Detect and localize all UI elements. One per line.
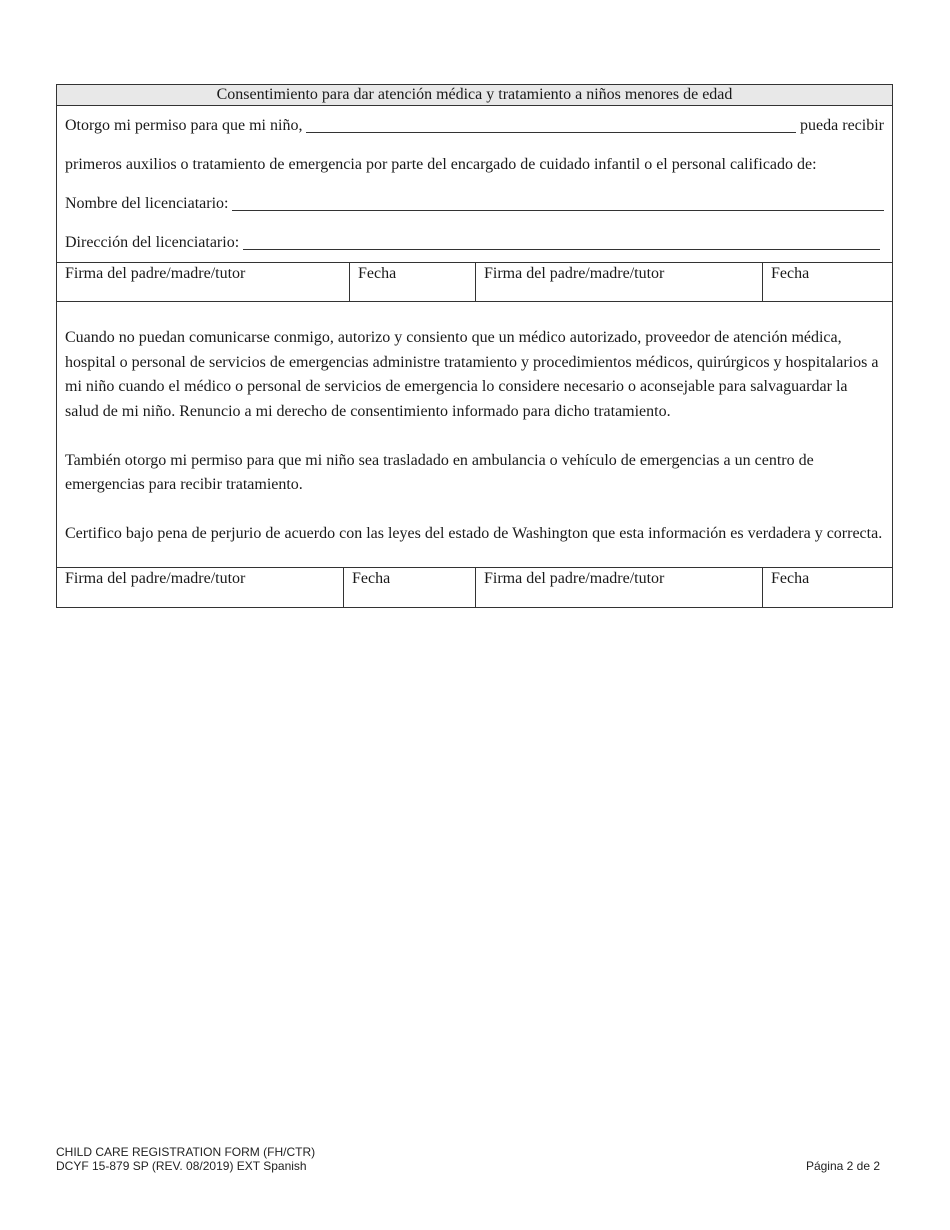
- signature-field-4[interactable]: Firma del padre/madre/tutor: [475, 568, 762, 607]
- footer-form-number: DCYF 15-879 SP (REV. 08/2019) EXT Spanish: [56, 1159, 307, 1173]
- signature-field-1[interactable]: Firma del padre/madre/tutor: [65, 265, 246, 282]
- licensee-name-label: Nombre del licenciatario:: [65, 194, 229, 212]
- footer-page-number: Página 2 de 2: [805, 1159, 880, 1173]
- date-field-3[interactable]: Fecha: [343, 568, 475, 607]
- transport-paragraph: También otorgo mi permiso para que mi niño sea trasladado en ambulancia o vehículo de emergencias a un centro de emergencias para recibir tratamiento.: [65, 451, 814, 493]
- authorization-paragraph: Cuando no puedan comunicarse conmigo, autorizo y consiento que un médico autorizado, proveedor de atención médica, hospital o personal de servicios de emergencias administre tratamiento y procedimientos médicos, quirúrgicos y hospitalarios a mi niño cuando el médico o personal de servicios de emergencia lo considere necesario o aconsejable para salvaguardar la salud de mi niño. Renuncio a mi derecho de consentimiento informado para dicho tratamiento.: [65, 329, 879, 420]
- signature-row-1: [57, 262, 892, 301]
- date-field-1[interactable]: Fecha: [349, 263, 475, 301]
- consent-form: [56, 84, 893, 608]
- footer-form-title: CHILD CARE REGISTRATION FORM (FH/CTR): [56, 1145, 316, 1159]
- licensee-address-label: Dirección del licenciatario:: [65, 233, 240, 251]
- consent-statement: primeros auxilios o tratamiento de emergencia por parte del encargado de cuidado infantil o el personal calificado de:: [65, 155, 817, 173]
- child-name-line: [65, 106, 884, 145]
- consent-statement-line: [65, 145, 884, 184]
- child-name-label: Otorgo mi permiso para que mi niño,: [65, 116, 303, 134]
- fill-section: [57, 106, 892, 262]
- certification-paragraph: Certifico bajo pena de perjurio de acuerdo con las leyes del estado de Washington que esta información es verdadera y correcta.: [65, 525, 883, 542]
- signature-field-3[interactable]: Firma del padre/madre/tutor: [65, 569, 246, 587]
- child-name-suffix: pueda recibir: [800, 116, 884, 134]
- licensee-address-field[interactable]: [243, 249, 880, 250]
- licensee-address-line: [65, 223, 884, 262]
- date-field-2[interactable]: Fecha: [762, 263, 892, 301]
- footer-form-info: [56, 1145, 315, 1173]
- signature-row-2: [57, 567, 892, 607]
- licensee-name-line: [65, 184, 884, 223]
- licensee-name-field[interactable]: [232, 210, 884, 211]
- signature-field-2[interactable]: Firma del padre/madre/tutor: [475, 263, 762, 301]
- date-field-4[interactable]: Fecha: [762, 568, 892, 607]
- authorization-text: [57, 301, 892, 567]
- child-name-field[interactable]: [306, 132, 796, 133]
- form-header: Consentimiento para dar atención médica y tratamiento a niños menores de edad: [57, 85, 892, 106]
